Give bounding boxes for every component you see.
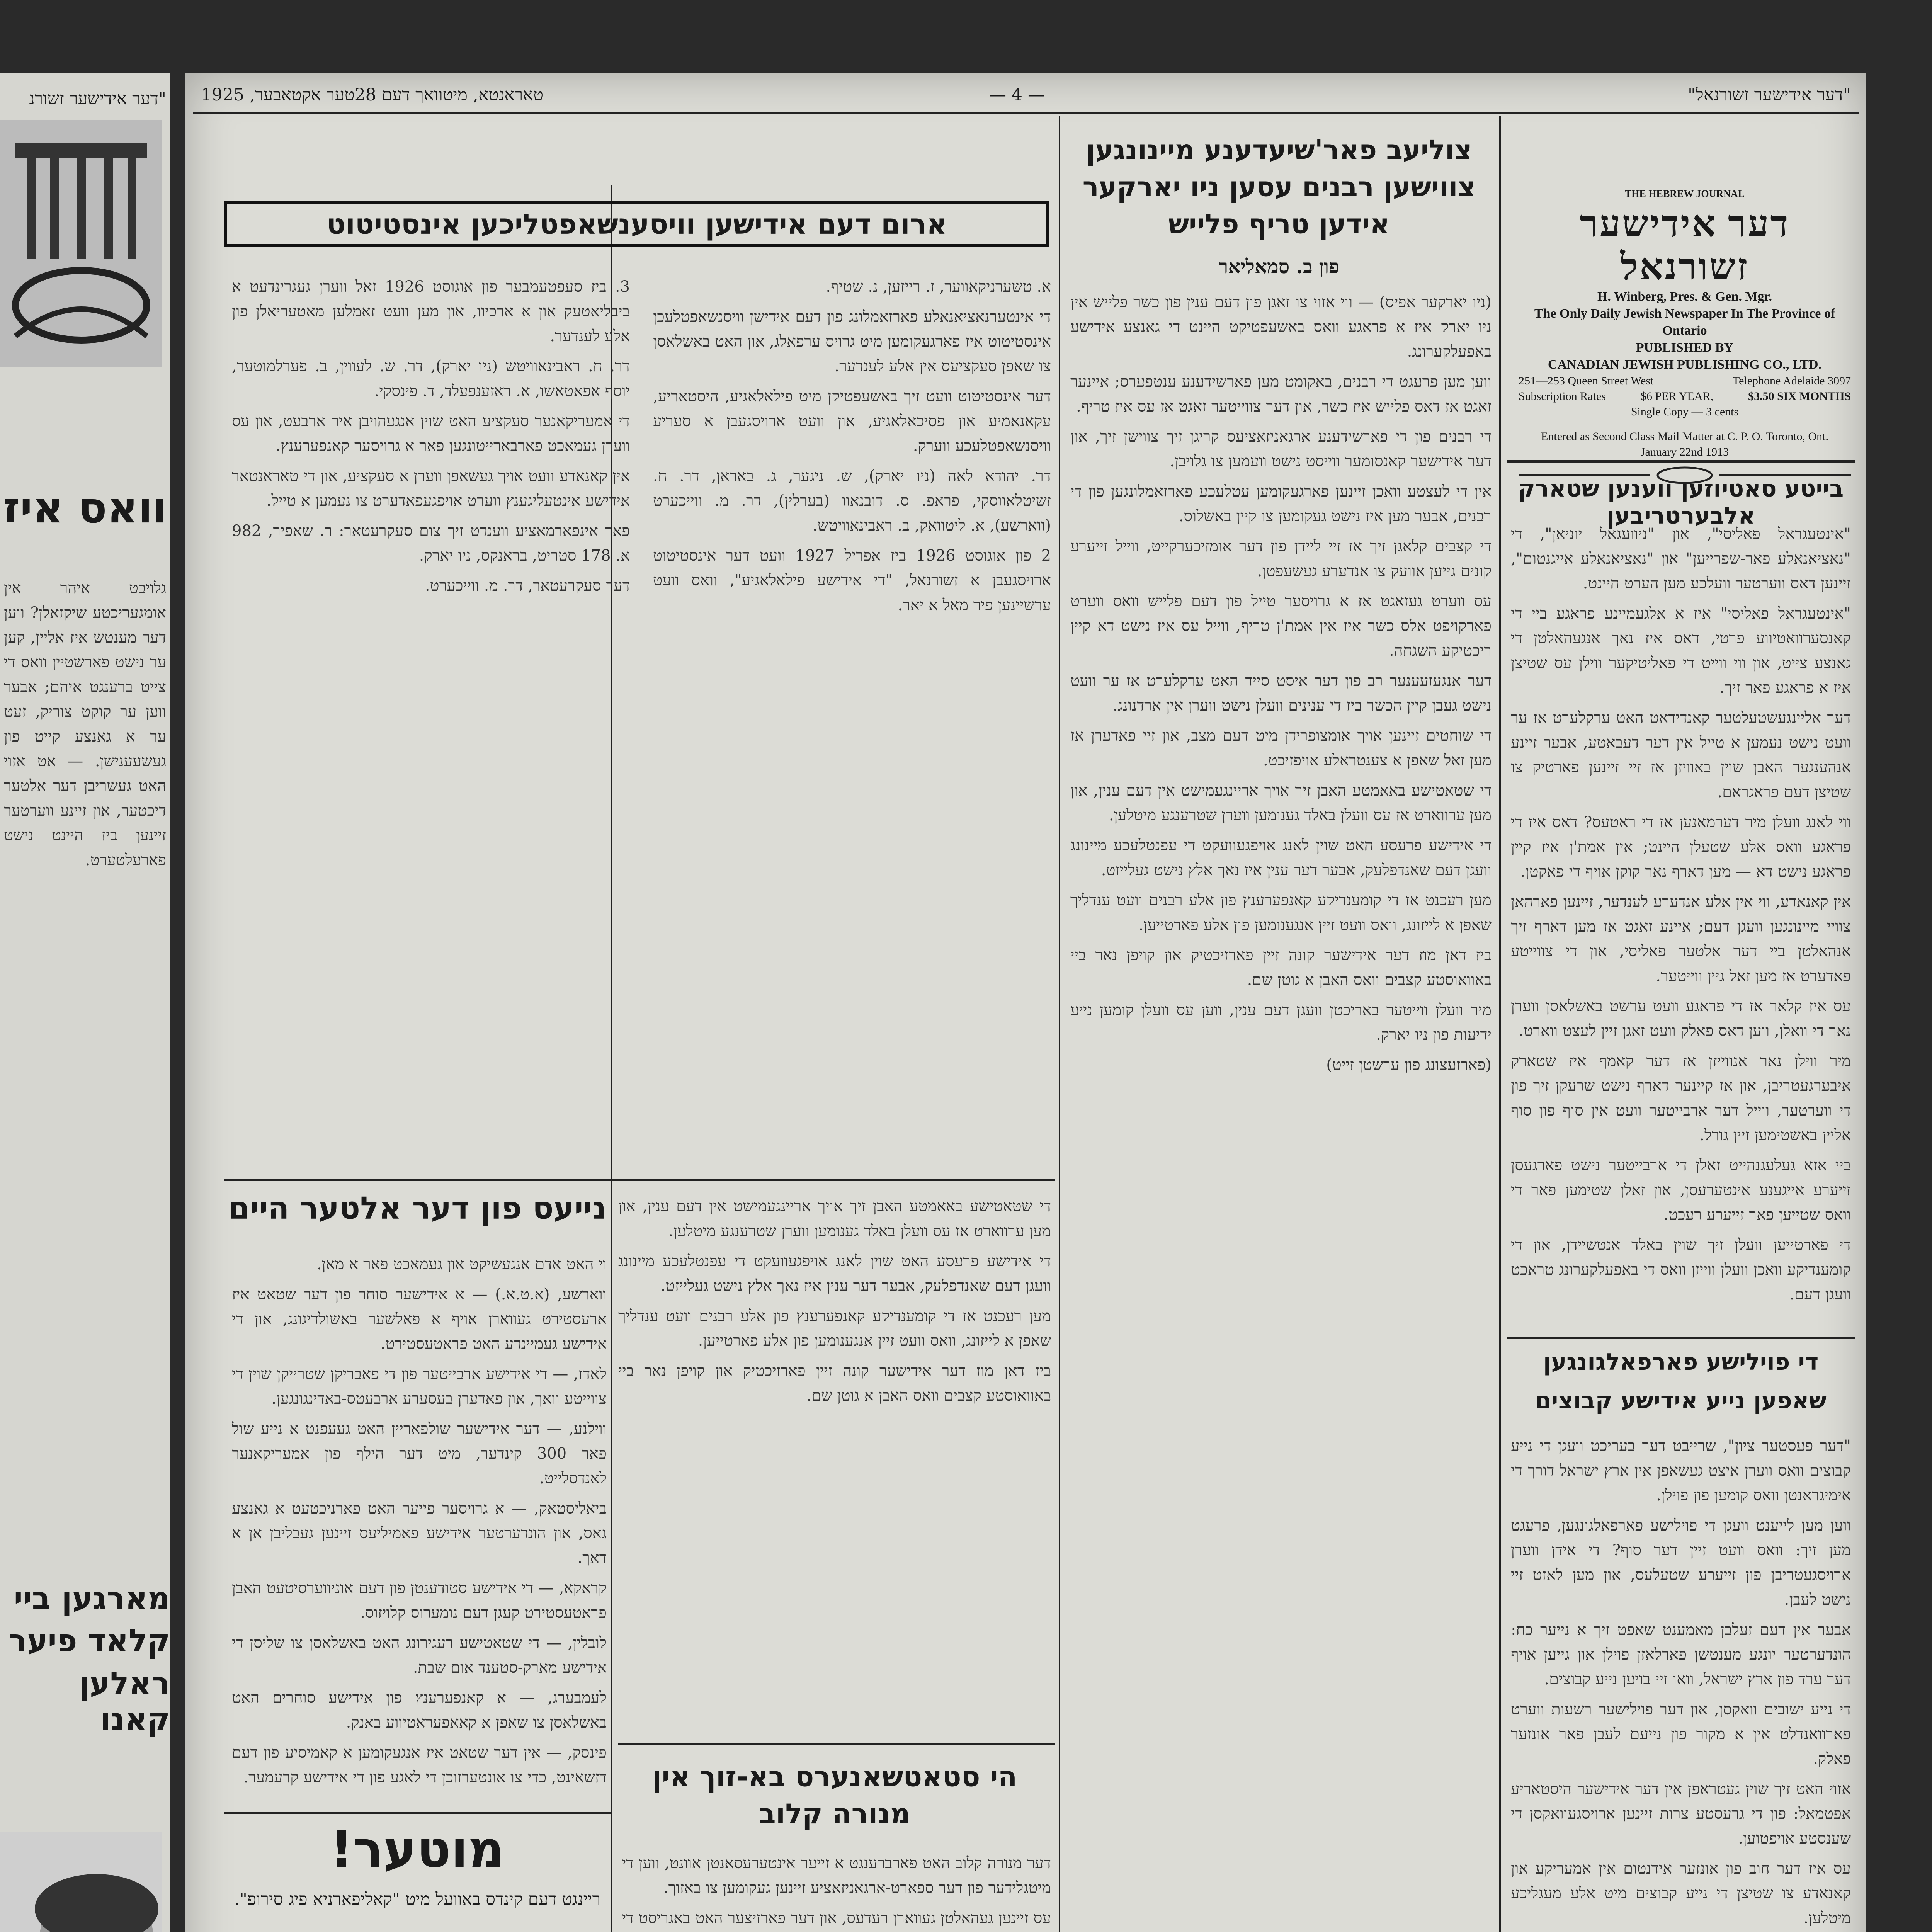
feature-paragraph: (ניו יארקער אפיס) — ווי אזוי צו זאגן פון דעם ענין פון כשר פלייש אין ניו יארק איז א פראגע וואס באשעפטיקט היינט די גאנצע אידישע באפעלקערונג. [1070, 293, 1492, 361]
institute-paragraph: א. טשערניקאווער, ז. רייזען, נ. שטיף. [826, 278, 1051, 296]
news-paragraph: וי האט אדם אנגעשיקט און געמאכט פאר א מאן. [317, 1255, 607, 1273]
editorial1-paragraph: מיר ווילן נאר אנווייזן אז דער קאמף איז שטארק איבערגעטריבן, און אז קיינער דארף נישט שרעקן זיך פון די ווערטער, ווייל דער ארבייטער וועט אין סוף פון סוף אליין באשטימען זיין גורל. [1511, 1052, 1851, 1144]
editorial1-paragraph: ביי אזא געלעגנהייט זאלן די ארבייטער נישט פארגעסן זייערע אייגענע אינטערעסן, און זאלן שטימען פאר די וואס שטייען פאר זייערע רעכט. [1511, 1156, 1851, 1224]
editorial1-paragraph: "אינטעגראל פאליסי" איז א אלגעמיינע פראגע ביי די קאנסערוואטיווע פרטי, דאס איז נאך אנגעהאלטן די גאנצע צייט, און ווי ווייט די פאליטיקער ווילן עס שטיצן איז א פראגע פאר זיך. [1511, 605, 1851, 697]
feature-paragraph: (פארזעצונג פון ערשטן זייט) [1326, 1056, 1492, 1074]
feature-paragraph: די שוחטים זיינען אויך אומצופרידן מיט דעם מצב, און זיי פאדערן אז מען זאל שאפן א צענטראלע אויפזיכט. [1070, 727, 1492, 769]
news-paragraph: ווארשע, (א.ט.א.) — א אידישער סוחר פון דער שטאט איז ארעסטירט געווארן אויף א פאלשער באשולדיגונג, און די אידישע געמיינדע האט פראטעסטירט. [232, 1286, 607, 1353]
feature-paragraph: ווען מען פרעגט די רבנים, באקומט מען פארשידענע ענטפערס; איינער זאגט אז דאס פלייש איז כשר, און דער צווייטער זאגט אז עס איז טריף. [1070, 373, 1492, 415]
section-rule [224, 1179, 1055, 1181]
masthead-title: דער אידישער זשורנאל [1580, 203, 1790, 287]
editorial1-paragraph: "אינטעגראל פאליסי", און "ניוועגאל יוניאן", די "נאציאנאלע פאר-שפרייען" און "נאציאנאלע אייגנטום", זיינען דאס ווערטער וועלכע מען הערט היינט. [1511, 525, 1851, 592]
editorial1-paragraph: דער אליינגעשטעלטער קאנדידאט האט ערקלערט אז ער וועט נישט נעמען א טייל אין דער דעבאטע, אבער זיינע אנהענגער האבן שוין באוויזן אז זיי זיינען פארטיק צו שטיצן דעם פראגראם. [1511, 709, 1851, 801]
sports-paragraph: דער מנורה קלוב האט פארברענגט א זייער אינטערעסאנטן אוונט, ווען די מיטגלידער פון דער ספארט-ארגאניזאציע זיינען געקומען צו באזוך. [622, 1854, 1051, 1897]
header-rule [193, 112, 1859, 114]
masthead-publisher: H. Winberg, Pres. & Gen. Mgr. [1597, 289, 1772, 304]
page-number: — 4 — [989, 85, 1045, 105]
news-paragraph: קראקא, — די אידישע סטודענטן פון דעם אוניווערסיטעט האבן פראטעסטירט קעגן דעם נומערוס קלויזוס. [232, 1579, 607, 1622]
feature-paragraph: דער אנגעזעענער רב פון דער איסט סייד האט ערקלערט אז ער וועט נישט געבן קיין הכשר ביז די ענינים וועלן נישט ווערן אין ארדנונג. [1070, 672, 1492, 714]
feature-paragraph: מיר וועלן ווייטער באריכטן וועגן דעם ענין, ווען עס וועלן קומען נייע ידיעות פון ניו יארק. [1070, 1001, 1492, 1044]
fragment-text: גלויבט איהר אין אומגעריכטע שיקזאלן? ווען דער מענטש איז אליין, קען ער נישט פארשטיין וואס די צייט ברענגט איהם; אבער ווען ער קוקט צוריק, זעט ער א גאנצע קייט פון געשעענישן. — אט אזוי האט געשריבן דער אלטער דיכטער, און זיינע ווערטער זיינען ביז היינט נישט פארעלטערט. [4, 579, 166, 869]
section-rule [224, 1812, 611, 1814]
institute-paragraph: די אינטערנאציאנאלע פארזאמלונג פון דעם אידישן וויסנשאפטלעכן אינסטיטוט איז פארגעקומען מיט גרויס ערפאלג, און האט באשלאסן צו שאפן סעקציעס אין אלע לענדער. [653, 308, 1051, 375]
feature-title: צוליעב פאר'שיעדענע מיינונגען צווישען רבנים עסען ניו יארקער אידען טריף פלייש [1082, 134, 1476, 240]
running-header-date: טאראנטא, מיטוואך דעם 28טער אקטאבער, 1925 [201, 85, 544, 105]
masthead [1519, 185, 1851, 489]
feature-paragraph: אין די לעצטע וואכן זיינען פארגעקומען עטלעכע פארזאמלונגען פון די רבנים, אבער מען איז נישט געקומען צו קיין באשלוס. [1070, 483, 1492, 525]
running-header-paper: "דער אידישער זשורנאל" [1687, 85, 1851, 105]
news-paragraph: לעמבערג, — א קאנפערענץ פון אידישע סוחרים האט באשלאסן צו שאפן א קאאפעראטיווע באנק. [232, 1689, 607, 1731]
institute-paragraph: 2 פון אוגוסט 1926 ביז אפריל 1927 וועט דער אינסטיטוט ארויסגעבן א זשורנאל, "די אידישע פילאלאגיע", וואס וועט ערשיינען פיר מאל א יאר. [653, 547, 1051, 614]
institute-paragraph: 3. ביז סעפטעמבער פון אוגוסט 1926 זאל ווערן געגרינדעט א ביבליאטעק און א ארכיוו, און מען וועט זאמלען מאטעריאלן פון אלע לענדער. [232, 278, 630, 345]
editorial2-paragraph: די נייע ישובים וואקסן, און דער פוילישער רשעות ווערט פארוואנדלט אין א מקור פון נייעם לעבן פאר אונזער פאלק. [1511, 1701, 1851, 1768]
editorial1-title: בייטע סאטיוזען ווענען שטארק אלבערטריבען [1518, 475, 1844, 529]
institute-paragraph: דר. ח. ראבינאוויטש (ניו יארק), דר. ש. לעווין, ב. פערלמוטער, יוסף אפאטאשו, א. ראזענפעלד, ד. פינסקי. [232, 357, 630, 400]
editorial2-paragraph: אבער אין דעם זעלבן מאמענט שאפט זיך א נייער כח: הונדערטער יונגע מענטשן פארלאזן פוילן און גייען אויף דער ערד פון ארץ ישראל, וואו זיי בויען נייע קבוצים. [1511, 1621, 1851, 1688]
fragment-headline: וואס איז [3, 483, 167, 532]
sports-title: הי סטאטשאנערס בא-זוך אין מנורה קלוב [652, 1760, 1017, 1830]
masthead-published-by: PUBLISHED BY [1636, 340, 1734, 355]
section-rule [1507, 1337, 1855, 1339]
institute-paragraph: דער אינסטיטוט וועט זיך באשעפטיקן מיט פילאלאגיע, היסטאריע, עקאנאמיע און פסיכאלאגיע, און וועט ארויסגעבן א סעריע וויסנשאפטלעכע ווערק. [653, 388, 1051, 455]
masthead-address: 251—253 Queen Street West [1519, 374, 1654, 387]
editorial2-paragraph: אזוי האט זיך שוין געטראפן אין דער אידישער היסטאריע אפטמאל: פון די גרעסטע צרות זיינען ארויסגעוואקסן די שענסטע אויפטוען. [1511, 1780, 1851, 1847]
masthead-six-months: $3.50 SIX MONTHS [1748, 390, 1851, 403]
news-paragraph: ווילנע, — דער אידישער שולפאריין האט געעפנט א נייע שול פאר 300 קינדער, מיט דער הילף פון אמעריקאנער לאנדסלייט. [232, 1420, 607, 1487]
feature-byline: פון ב. סמאליאר [1218, 255, 1340, 278]
editorial2-subtitle: שאפען נייע אידישע קבוצים [1535, 1387, 1827, 1414]
fragment-ad-line-1: מארגען ביי [14, 1580, 170, 1616]
news-paragraph: ביאליסטאק, — א גרויסער פייער האט פארניכטעט א גאנצע גאס, און הונדערטער אידישע פאמיליעס זיינען געבליבן אן א דאך. [232, 1500, 607, 1567]
news-paragraph: לובלין, — די שטאטישע רעגירונג האט באשלאסן צו שליסן די אידישע מארק-סטענד אום שבת. [232, 1634, 607, 1677]
menorah-ornament-icon [0, 120, 162, 367]
editorial2-paragraph: "דער פעסטער ציון", שרייבט דער בעריכט וועגן די נייע קבוצים וואס ווערן איצט געשאפן אין ארץ ישראל דורך די אימיגראנטן וואס קומען פון פוילן. [1511, 1437, 1851, 1504]
fragment-ad-line-3: ראלען קאנו [79, 1665, 170, 1737]
feature-paragraph: ביז דאן מוז דער אידישער קונה זיין פארזיכטיק און קויפן נאר ביי באוואוסטע קצבים וואס האבן א גוטן שם. [1070, 946, 1492, 989]
news-title: נייעס פון דער אלטער היים [228, 1190, 607, 1226]
institute-paragraph: אין קאנאדע וועט אויך געשאפן ווערן א סעקציע, און די טאראנטאר אידישע אינטעליגענץ ווערט אויפגעפאדערט צו נעמען א טייל. [232, 467, 630, 510]
feature-paragraph: די אידישע פרעסע האט שוין לאנג אויפגעוועקט די עפנטלעכע מיינונג וועגן דעם שאנדפלעק, אבער דער ענין איז נאך אלץ נישט געלייזט. [1070, 837, 1492, 879]
masthead-rule [1507, 460, 1855, 463]
ad-mother-text: ריינגט דעם קינדס באוועל מיט "קאליפארניא פיג סירופ". [234, 1889, 601, 1909]
masthead-entered: Entered as Second Class Mail Matter at C. P. O. Toronto, Ont. [1541, 430, 1828, 443]
feature-paragraph: ביז דאן מוז דער אידישער קונה זיין פארזיכטיק און קויפן נאר ביי באוואוסטע קצבים וואס האבן א גוטן שם. [618, 1362, 1051, 1405]
column-rule [1059, 116, 1060, 1932]
editorial1-paragraph: עס איז קלאר אז די פראגע וועט ערשט באשלאסן ווערן נאך די וואלן, ווען דאס פאלק וועט זאגן זיין לעצט ווארט. [1511, 997, 1851, 1040]
fragment-ad-line-2: קלאד פיער [8, 1623, 170, 1659]
news-body [232, 1252, 607, 1812]
masthead-english-small: THE HEBREW JOURNAL [1624, 188, 1745, 199]
sports-body [622, 1851, 1051, 1932]
feature-paragraph: מען רעכנט אז די קומענדיקע קאנפערענץ פון אלע רבנים וועט ענדליך שאפן א לייזונג, וואס וועט זיין אנגענומען פון אלע פארטייען. [618, 1307, 1051, 1350]
institute-paragraph: דער סעקרעטאר, דר. מ. ווייכערט. [425, 577, 630, 595]
sports-paragraph: עס זיינען געהאלטן געווארן רעדעס, און דער פארזיצער האט באגריסט די [622, 1909, 1051, 1927]
ad-mother-title: מוטער! [330, 1820, 505, 1879]
institute-paragraph: די אמעריקאנער סעקציע האט שוין אנגעהויבן איר ארבעט, און עס ווערן געמאכט פארבארייטונגען פאר א גרויסער קאנפערענץ. [232, 412, 630, 455]
institute-body [232, 274, 1051, 1163]
editorial2-paragraph: ווען מען לייענט וועגן די פוילישע פארפאלגונגען, פרעגט מען זיך: וואס וועט זיין דער סוף? די אידן ווערן ארויסגעטריבן פון זייערע שטעלעס, און מען לאזט זיי נישט לעבן. [1511, 1517, 1851, 1609]
feature-paragraph: די שטאטישע באאמטע האבן זיך אויך אריינגעמישט אין דעם ענין, און מען ערווארט אז עס וועלן באלד גענומען ווערן שטרענגע מיטלען. [1070, 782, 1492, 824]
news-paragraph: פינסק, — אין דער שטאט איז אנגעקומען א קאמיסיע פון דעם דזשאינט, כדי צו אונטערזוכן די לאגע פון די אידישע קרעמער. [232, 1744, 607, 1786]
editorial2-title: די פוילישע פארפאלגונגען [1543, 1349, 1819, 1376]
masthead-single-copy: Single Copy — 3 cents [1631, 405, 1739, 418]
masthead-entered-date: January 22nd 1913 [1640, 446, 1729, 458]
masthead-telephone: Telephone Adelaide 3097 [1732, 374, 1851, 387]
editorial1-paragraph: ווי לאנג וועלן מיר דערמאנען אז די ראטעס? דאס איז די פראגע וואס אלע שטעלן היינט; אין אמת'ן איז קיין פראגע נישט דא — מען דארף נאר קוקן אויף די פאקטן. [1511, 813, 1851, 881]
previous-page-fragment [0, 73, 170, 1932]
masthead-per-year: $6 PER YEAR, [1640, 390, 1714, 403]
section-rule [618, 1743, 1055, 1745]
institute-title: ארום דעם אידישען וויסענשאפטליכען אינסטיטוט [224, 201, 1049, 247]
portrait-photo [0, 1832, 162, 1932]
feature-paragraph: מען רעכנט אז די קומענדיקע קאנפערענץ פון אלע רבנים וועט ענדליך שאפן א לייזונג, וואס וועט זיין אנגענומען פון אלע פארטייען. [1070, 891, 1492, 934]
feature-paragraph: די רבנים פון די פארשידענע ארגאניזאציעס קריגן זיך צווישן זיך, און דער אידישער קאנסומער ווייסט נישט וועמען צו גלויבן. [1070, 428, 1492, 470]
editorial2-paragraph: עס איז דער חוב פון אונזער אידנטום אין אמעריקע און קאנאדע צו שטיצן די נייע קבוצים מיט אלע מעגליכע מיטלען. [1511, 1860, 1851, 1927]
column-rule [1499, 116, 1501, 1932]
masthead-company: CANADIAN JEWISH PUBLISHING CO., LTD. [1548, 357, 1822, 372]
institute-paragraph: פאר אינפארמאציע ווענדט זיך צום סעקרעטאר: ר. שאפיר, 982 א. 178 סטריט, בראנקס, ניו יארק. [232, 522, 630, 565]
fragment-running-header: "דער אידישער זשורנ [29, 89, 166, 109]
feature-paragraph: די שטאטישע באאמטע האבן זיך אויך אריינגעמישט אין דעם ענין, און מען ערווארט אז עס וועלן באלד גענומען ווערן שטרענגע מיטלען. [618, 1197, 1051, 1240]
masthead-tagline: The Only Daily Jewish Newspaper In The Province of Ontario [1534, 306, 1835, 338]
masthead-subscription-label: Subscription Rates [1519, 390, 1606, 403]
editorial1-body [1511, 522, 1851, 1333]
editorial1-paragraph: די פארטייען וועלן זיך שוין באלד אנטשיידן, און די קומענדיקע וואכן וועלן ווייזן וואס די באפעלקערונג טראכט וועגן דעם. [1511, 1236, 1851, 1303]
editorial2-body [1511, 1434, 1851, 1932]
feature-body [1070, 290, 1492, 1932]
feature-paragraph: די אידישע פרעסע האט שוין לאנג אויפגעוועקט די עפנטלעכע מיינונג וועגן דעם שאנדפלעק, אבער דער ענין איז נאך אלץ נישט געלייזט. [618, 1252, 1051, 1295]
feature-paragraph: די קצבים קלאגן זיך אז זיי ליידן פון דער אומזיכערקייט, ווייל זייערע קונים גייען אוועק צו אנדערע געשעפטן. [1070, 537, 1492, 580]
news-paragraph: לאדז, — די אידישע ארבייטער פון די פאבריקן שטרייקן שוין די צווייטע וואך, און פאדערן בעסערע ארבעטס-באדינגונגען. [232, 1365, 607, 1408]
institute-paragraph: דר. יהודא לאה (ניו יארק), ש. ניגער, ג. באראן, דר. ח. זשיטלאווסקי, פראפ. ס. דובנאוו (בערלין), דר. מ. ווייכערט (ווארשע), א. ליטוואק, ב. ראבינאוויטש. [653, 467, 1051, 534]
editorial1-paragraph: אין קאנאדע, ווי אין אלע אנדערע לענדער, זיינען פארהאן צוויי מיינונגען וועגן דעם; איינע זאגט אז מען דארף זיך אנהאלטן ביי דער אלטער פאליסי, און די צווייטע פאדערט אז מען זאל גיין ווייטער. [1511, 893, 1851, 985]
feature-paragraph: עס ווערט געזאגט אז א גרויסער טייל פון דעם פלייש וואס ווערט פארקויפט אלס כשר איז אין אמת'ן טריף, ווייל עס איז נישט דא קיין ריכטיקע השגחה. [1070, 592, 1492, 660]
newspaper-page [185, 73, 1866, 1932]
institute-continued [618, 1194, 1051, 1735]
